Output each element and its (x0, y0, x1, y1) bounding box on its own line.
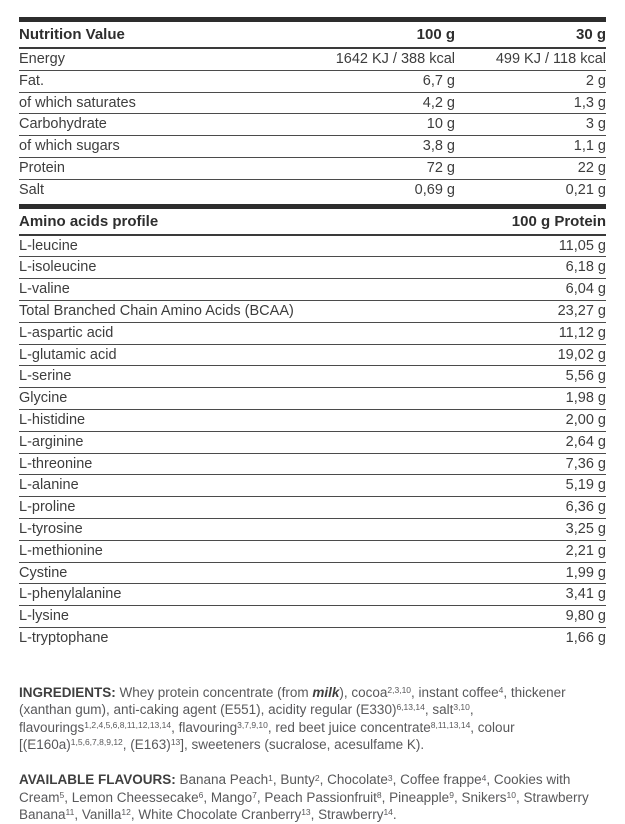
nutrition-header-col-100g: 100 g (416, 26, 455, 43)
amino-table-row (19, 541, 606, 563)
nutrient-value-30g: 1,3 g (573, 94, 606, 111)
nutrient-value-30g: 22 g (577, 159, 606, 176)
amino-table-row (19, 410, 606, 432)
amino-acid-value: 3,25 g (565, 520, 606, 537)
nutrient-value-100g: 10 g (426, 116, 455, 133)
amino-acid-value: 7,36 g (565, 455, 606, 472)
amino-table-row (19, 519, 606, 541)
nutrition-table-row (19, 136, 606, 158)
amino-acid-name: L-methionine (19, 542, 103, 559)
nutrition-table-row (19, 158, 606, 180)
amino-acid-name: L-phenylalanine (19, 586, 122, 603)
amino-acid-name: L-isoleucine (19, 259, 97, 276)
nutrient-value-100g: 0,69 g (414, 181, 455, 198)
amino-acid-name: Total Branched Chain Amino Acids (BCAA) (19, 302, 294, 319)
amino-acid-value: 6,36 g (565, 499, 606, 516)
nutrient-name: of which sugars (19, 138, 120, 155)
amino-acid-value: 5,56 g (565, 368, 606, 385)
amino-acid-name: L-tryptophane (19, 629, 109, 646)
amino-header-col-protein: 100 g Protein (511, 212, 606, 230)
nutrient-value-100g: 4,2 g (422, 94, 455, 111)
nutrient-value-100g: 3,8 g (422, 138, 455, 155)
amino-table-row (19, 345, 606, 367)
nutrient-name: Protein (19, 159, 65, 176)
nutrition-table-row (19, 93, 606, 115)
amino-table-row (19, 432, 606, 454)
amino-header-title: Amino acids profile (19, 212, 159, 230)
nutrition-table-row (19, 49, 606, 71)
amino-acid-value: 23,27 g (557, 302, 606, 319)
amino-acid-value: 3,41 g (565, 586, 606, 603)
amino-acid-name: L-glutamic acid (19, 346, 117, 363)
amino-table-body (19, 236, 606, 649)
nutrition-table-body (19, 49, 606, 201)
amino-acid-name: L-valine (19, 281, 70, 298)
amino-acid-name: L-alanine (19, 477, 79, 494)
amino-acid-value: 1,99 g (565, 564, 606, 581)
amino-acid-value: 6,18 g (565, 259, 606, 276)
amino-acid-name: L-arginine (19, 433, 84, 450)
amino-acid-name: L-histidine (19, 411, 86, 428)
nutrient-value-30g: 499 KJ / 118 kcal (495, 51, 606, 67)
amino-acid-name: L-proline (19, 499, 76, 516)
amino-acid-value: 1,66 g (565, 629, 606, 646)
nutrient-value-30g: 2 g (585, 72, 606, 89)
amino-table-row (19, 388, 606, 410)
amino-acid-name: L-threonine (19, 455, 93, 472)
amino-acid-value: 19,02 g (557, 346, 606, 363)
amino-table-header (19, 209, 606, 236)
nutrient-name: Energy (19, 51, 65, 67)
amino-table-row (19, 454, 606, 476)
nutrient-value-100g: 6,7 g (422, 72, 455, 89)
amino-acid-value: 9,80 g (565, 608, 606, 625)
nutrient-name: Carbohydrate (19, 116, 107, 133)
nutrition-table-header (19, 22, 606, 49)
amino-acid-value: 11,12 g (558, 324, 606, 341)
amino-table-row (19, 257, 606, 279)
amino-acid-value: 2,00 g (565, 411, 606, 428)
amino-acid-value: 2,21 g (565, 542, 606, 559)
nutrient-name: Fat. (19, 72, 44, 89)
amino-table-row (19, 236, 606, 258)
amino-table-row (19, 301, 606, 323)
amino-acid-name: L-tyrosine (19, 520, 83, 537)
amino-acid-value: 6,04 g (565, 281, 606, 298)
amino-table-row (19, 323, 606, 345)
nutrient-name: of which saturates (19, 94, 136, 111)
amino-acid-value: 1,98 g (565, 390, 606, 407)
amino-acid-value: 11,05 g (558, 237, 606, 254)
amino-table-row (19, 584, 606, 606)
ingredients-paragraph: INGREDIENTS: Whey protein concentrate (from milk), cocoa$^{2,3,10}$, instant coffee$^4$, thickener (xanthan gum), anti-caking agent (E551), acidity regular $(E330)^{6,13,14}$, salt$^{3,10}$, flavourings$^{1,2,4,5,6,8,11,12,13,14}$, flavouring$^{3,7,9,10}$, red beet juice concentrate$^{8,11,13,14}$, colour [$(E160a)^{1,5,6,7,8,9,12}$, $(E163)^{13}$], sweeteners (sucralose, acesulfame K). (19, 684, 566, 752)
amino-table-row (19, 475, 606, 497)
amino-table-row (19, 366, 606, 388)
amino-acid-name: L-leucine (19, 237, 78, 254)
amino-acid-name: L-lysine (19, 608, 69, 625)
amino-acid-name: Cystine (19, 564, 68, 581)
amino-table-row (19, 563, 606, 585)
nutrition-table-row (19, 71, 606, 93)
nutrient-value-100g: 1642 KJ / 388 kcal (335, 51, 455, 67)
nutrient-value-100g: 72 g (426, 159, 455, 176)
amino-acid-value: 2,64 g (565, 433, 606, 450)
amino-table-row (19, 628, 606, 649)
available-flavours-paragraph: AVAILABLE FLAVOURS: Banana Peach$^1$, Bunty$^2$, Chocolate$^3$, Coffee frappe$^4$, Cookies with Cream$^5$, Lemon Cheessecake$^6$, Mango$^7$, Peach Passionfruit$^8$, Pineapple$^9$, Snikers$^{10}$, Strawberry Banana$^{11}$, Vanilla$^{12}$, White Chocolate Cranberry$^{13}$, Strawberry$^{14}$. (19, 772, 589, 823)
amino-acid-value: 5,19 g (565, 477, 606, 494)
nutrient-name: Salt (19, 181, 44, 198)
nutrient-value-30g: 0,21 g (565, 181, 606, 198)
amino-table-row (19, 279, 606, 301)
amino-acid-name: Glycine (19, 390, 68, 407)
nutrition-header-col-30g: 30 g (575, 26, 606, 43)
nutrition-header-title: Nutrition Value (19, 26, 125, 43)
nutrition-table-row (19, 114, 606, 136)
amino-acid-name: L-serine (19, 368, 72, 385)
amino-table-row (19, 606, 606, 628)
nutrient-value-30g: 1,1 g (573, 138, 606, 155)
amino-table-row (19, 497, 606, 519)
amino-acid-name: L-aspartic acid (19, 324, 114, 341)
nutrition-table-row (19, 180, 606, 201)
nutrient-value-30g: 3 g (585, 116, 606, 133)
